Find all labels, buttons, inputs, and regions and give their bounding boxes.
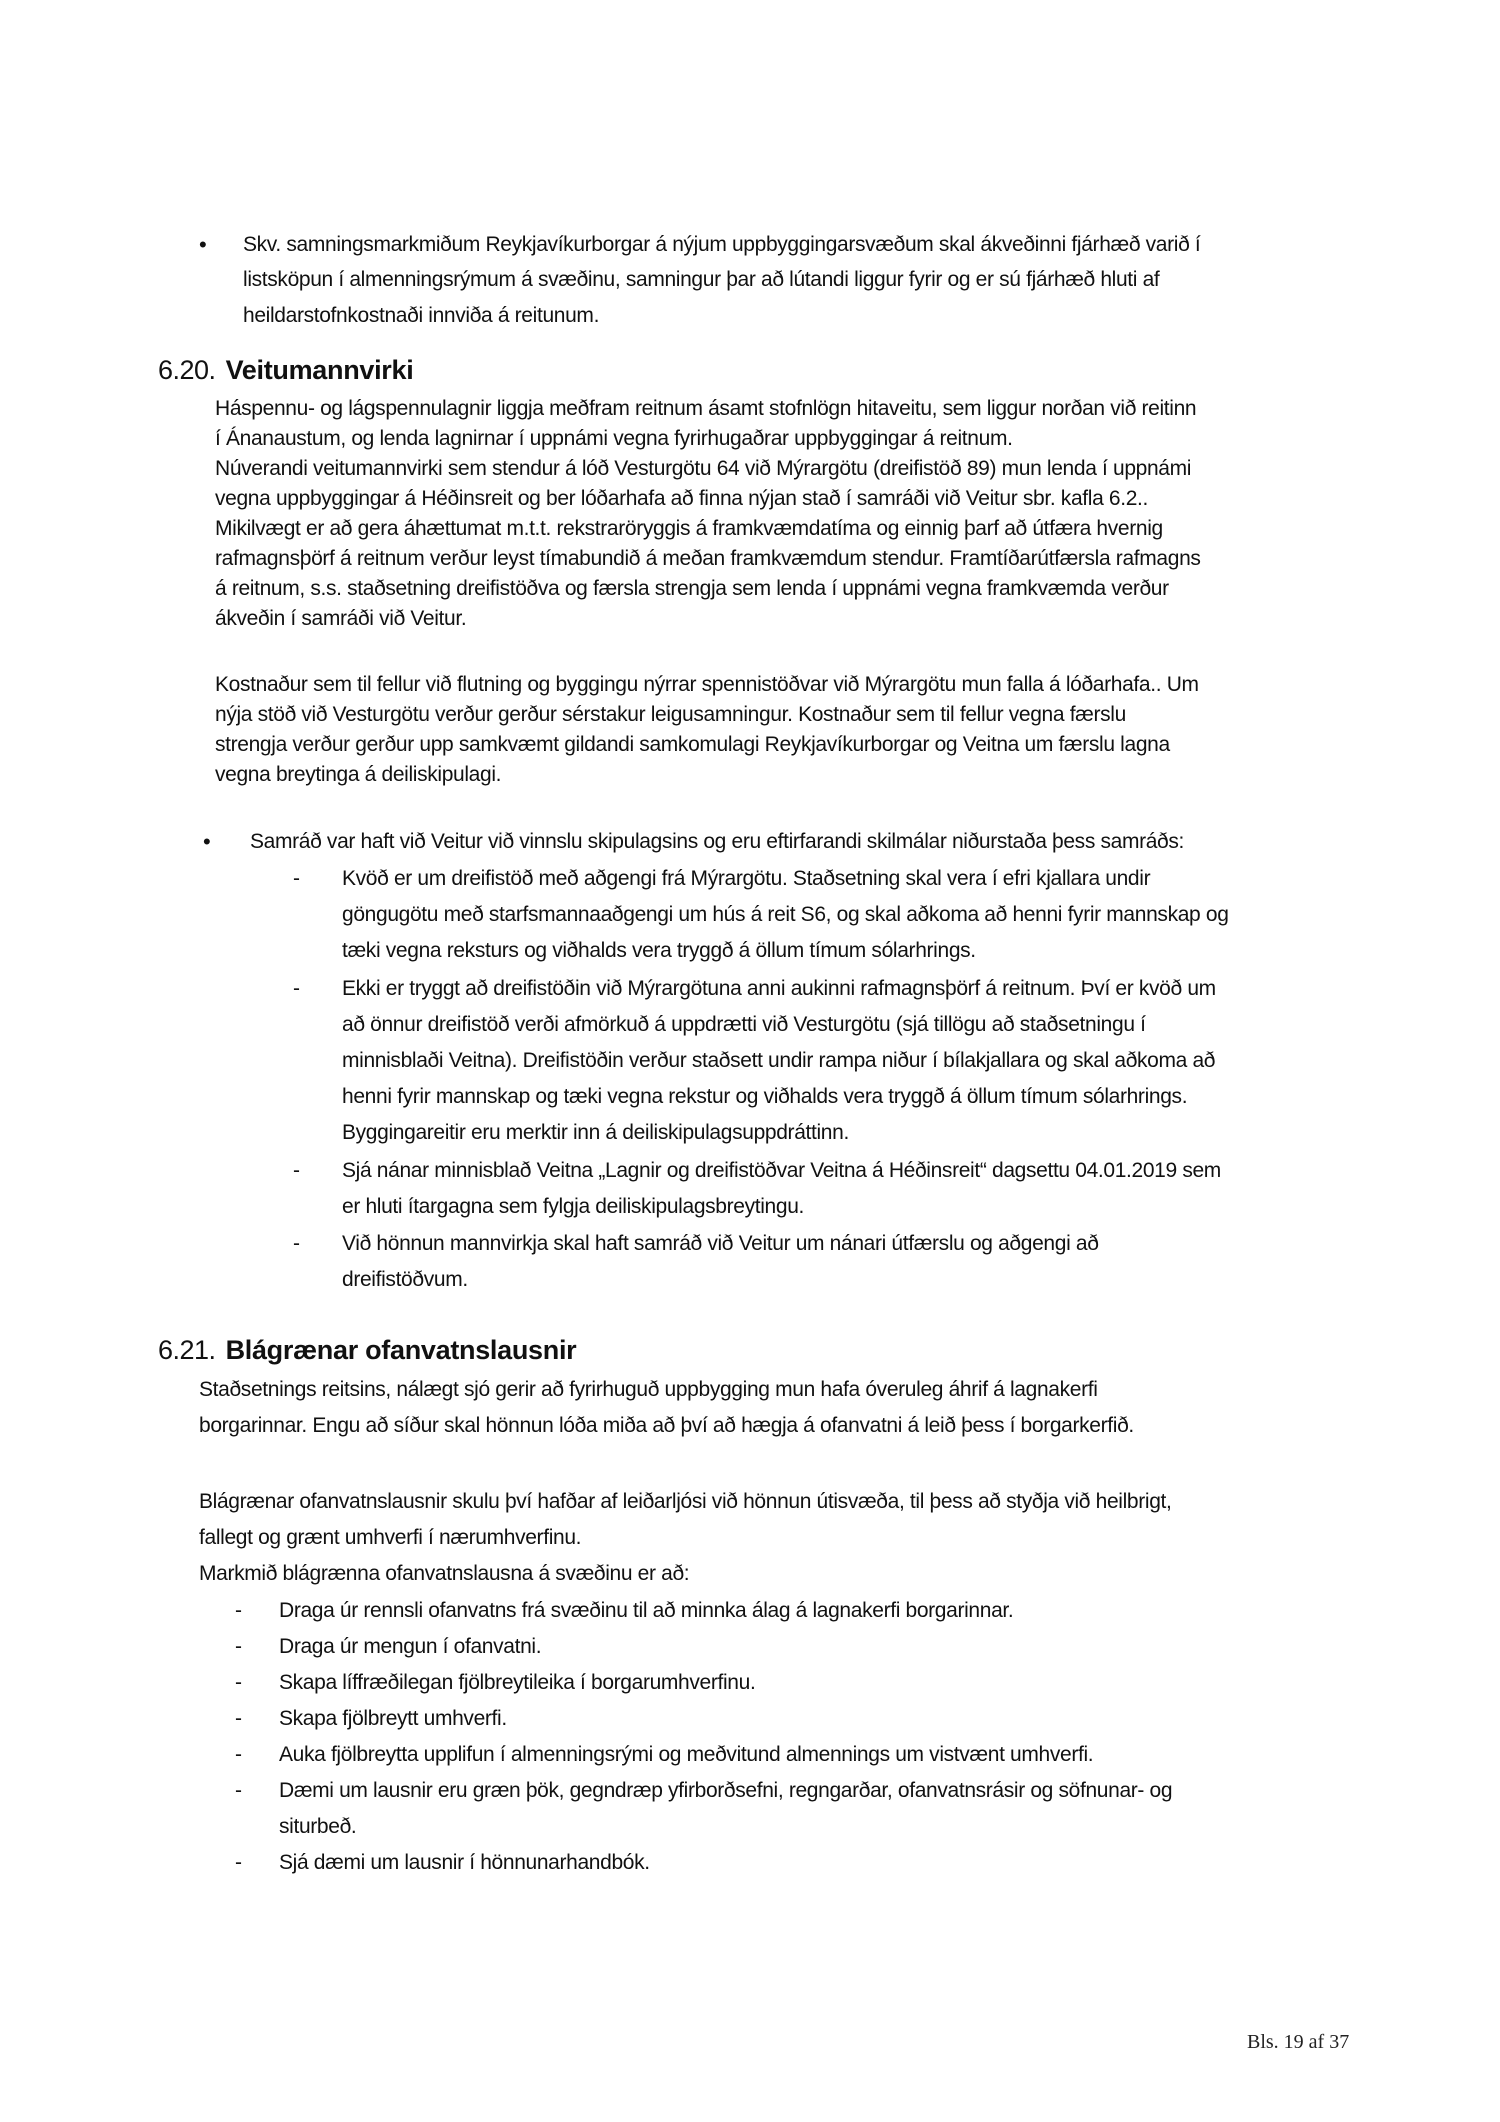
text-line: Ekki er tryggt að dreifistöðin við Mýrargötuna anni aukinni rafmagnsþörf á reitnum. Því er kvöð um bbox=[342, 977, 1216, 1000]
text-line: Dæmi um lausnir eru græn þök, gegndræp yfirborðsefni, regngarðar, ofanvatnsrásir og söfnunar- og bbox=[279, 1779, 1173, 1802]
dash-icon: - bbox=[293, 1159, 300, 1182]
text-line: minnisblaði Veitna). Dreifistöðin verður staðsett undir rampa niður í bílakjallara og skal aðkoma að bbox=[342, 1049, 1216, 1072]
text-line: dreifistöðvum. bbox=[342, 1268, 468, 1291]
text-line: fallegt og grænt umhverfi í nærumhverfinu. bbox=[199, 1526, 582, 1549]
text-line: Draga úr rennsli ofanvatns frá svæðinu til að minnka álag á lagnakerfi borgarinnar. bbox=[279, 1599, 1014, 1622]
text-line: er hluti ítargagna sem fylgja deiliskipulagsbreytingu. bbox=[342, 1195, 805, 1218]
dash-icon: - bbox=[235, 1635, 242, 1658]
text-line: göngugötu með starfsmannaaðgengi um hús á reit S6, og skal aðkoma að henni fyrir mannskap og bbox=[342, 903, 1229, 926]
text-line: Skapa líffræðilegan fjölbreytileika í borgarumhverfinu. bbox=[279, 1671, 756, 1694]
text-line: rafmagnsþörf á reitnum verður leyst tímabundið á meðan framkvæmdum stendur. Framtíðarútfærsla rafmagns bbox=[215, 547, 1201, 570]
text-line: Samráð var haft við Veitur við vinnslu skipulagsins og eru eftirfarandi skilmálar niðurstaða þess samráðs: bbox=[250, 830, 1185, 853]
text-line: heildarstofnkostnaði innviða á reitunum. bbox=[243, 304, 600, 327]
text-line: Við hönnun mannvirkja skal haft samráð við Veitur um nánari útfærslu og aðgengi að bbox=[342, 1232, 1099, 1255]
text-line: strengja verður gerður upp samkvæmt gildandi samkomulagi Reykjavíkurborgar og Veitna um færslu lagna bbox=[215, 733, 1170, 756]
dash-icon: - bbox=[235, 1743, 242, 1766]
text-line: siturbeð. bbox=[279, 1815, 357, 1838]
section-title: Blágrænar ofanvatnslausnir bbox=[225, 1335, 577, 1365]
section-number: 6.21. bbox=[158, 1335, 216, 1365]
section-heading-6-20 bbox=[158, 354, 413, 386]
text-line: Blágrænar ofanvatnslausnir skulu því hafðar af leiðarljósi við hönnun útisvæða, til þess að styðja við heilbrigt, bbox=[199, 1490, 1172, 1513]
text-line: Núverandi veitumannvirki sem stendur á lóð Vesturgötu 64 við Mýrargötu (dreifistöð 89) mun lenda í uppnámi bbox=[215, 457, 1192, 480]
text-line: nýja stöð við Vesturgötu verður gerður sérstakur leigusamningur. Kostnaður sem til fellur vegna færslu bbox=[215, 703, 1126, 726]
section-number: 6.20. bbox=[158, 355, 216, 385]
dash-icon: - bbox=[293, 867, 300, 890]
bullet-icon: • bbox=[203, 829, 211, 854]
text-line: vegna uppbyggingar á Héðinsreit og ber lóðarhafa að finna nýjan stað í samráði við Veitur sbr. kafla 6.2.. bbox=[215, 487, 1149, 510]
text-line: á reitnum, s.s. staðsetning dreifistöðva og færsla strengja sem lenda í uppnámi vegna framkvæmda verður bbox=[215, 577, 1169, 600]
text-line: henni fyrir mannskap og tæki vegna rekstur og viðhalds vera tryggð á öllum tímum sólarhrings. bbox=[342, 1085, 1188, 1108]
text-line: listsköpun í almenningsrýmum á svæðinu, samningur þar að lútandi liggur fyrir og er sú fjárhæð hluti af bbox=[243, 268, 1160, 291]
section-heading-6-21 bbox=[158, 1334, 576, 1366]
text-line: Kvöð er um dreifistöð með aðgengi frá Mýrargötu. Staðsetning skal vera í efri kjallara undir bbox=[342, 867, 1151, 890]
dash-icon: - bbox=[293, 1232, 300, 1255]
text-line: Markmið blágrænna ofanvatnslausna á svæðinu er að: bbox=[199, 1562, 690, 1585]
dash-icon: - bbox=[235, 1851, 242, 1874]
text-line: Mikilvægt er að gera áhættumat m.t.t. rekstraröryggis á framkvæmdatíma og einnig þarf að útfæra hvernig bbox=[215, 517, 1163, 540]
text-line: að önnur dreifistöð verði afmörkuð á uppdrætti við Vesturgötu (sjá tillögu að staðsetningu í bbox=[342, 1013, 1146, 1036]
text-line: Auka fjölbreytta upplifun í almenningsrými og meðvitund almennings um vistvænt umhverfi. bbox=[279, 1743, 1094, 1766]
text-line: Staðsetnings reitsins, nálægt sjó gerir að fyrirhuguð uppbygging mun hafa óveruleg áhrif á lagnakerfi bbox=[199, 1378, 1098, 1401]
text-line: borgarinnar. Engu að síður skal hönnun lóða miða að því að hægja á ofanvatni á leið þess í borgarkerfið. bbox=[199, 1414, 1134, 1437]
text-line: Kostnaður sem til fellur við flutning og byggingu nýrrar spennistöðvar við Mýrargötu mun falla á lóðarhafa.. Um bbox=[215, 673, 1199, 696]
text-line: í Ánanaustum, og lenda lagnirnar í uppnámi vegna fyrirhugaðrar uppbyggingar á reitnum. bbox=[215, 427, 1013, 450]
dash-icon: - bbox=[293, 977, 300, 1000]
text-line: Draga úr mengun í ofanvatni. bbox=[279, 1635, 542, 1658]
text-line: Sjá nánar minnisblað Veitna „Lagnir og dreifistöðvar Veitna á Héðinsreit“ dagsettu 04.01.2019 sem bbox=[342, 1159, 1221, 1182]
text-line: Byggingareitir eru merktir inn á deiliskipulagsuppdráttinn. bbox=[342, 1121, 849, 1144]
bullet-icon: • bbox=[199, 232, 207, 257]
text-line: vegna breytinga á deiliskipulagi. bbox=[215, 763, 502, 786]
dash-icon: - bbox=[235, 1599, 242, 1622]
dash-icon: - bbox=[235, 1671, 242, 1694]
dash-icon: - bbox=[235, 1707, 242, 1730]
text-line: tæki vegna reksturs og viðhalds vera tryggð á öllum tímum sólarhrings. bbox=[342, 939, 976, 962]
text-line: Skv. samningsmarkmiðum Reykjavíkurborgar á nýjum uppbyggingarsvæðum skal ákveðinni fjárhæð varið í bbox=[243, 233, 1201, 256]
section-title: Veitumannvirki bbox=[225, 355, 414, 385]
text-line: Háspennu- og lágspennulagnir liggja meðfram reitnum ásamt stofnlögn hitaveitu, sem liggur norðan við reitinn bbox=[215, 397, 1197, 420]
dash-icon: - bbox=[235, 1779, 242, 1802]
page-number: Bls. 19 af 37 bbox=[1247, 2031, 1350, 2053]
text-line: ákveðin í samráði við Veitur. bbox=[215, 607, 467, 630]
text-line: Skapa fjölbreytt umhverfi. bbox=[279, 1707, 507, 1730]
text-line: Sjá dæmi um lausnir í hönnunarhandbók. bbox=[279, 1851, 650, 1874]
